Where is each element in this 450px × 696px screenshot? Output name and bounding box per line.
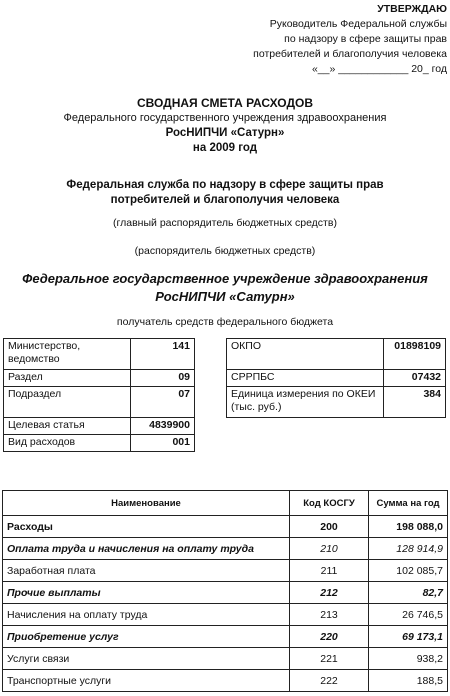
- approval-date-line: «__» ____________ 20_ год: [311, 63, 447, 75]
- row-sum: 198 088,0: [369, 516, 448, 538]
- agency-block: [0, 178, 450, 208]
- agency-note: (главный распорядитель бюджетных средств): [113, 217, 337, 229]
- table-row: [3, 516, 448, 538]
- institution-name: РосНИПЧИ «Сатурн»: [165, 127, 285, 139]
- row-code: 221: [290, 648, 369, 670]
- row-code: 222: [290, 670, 369, 692]
- row-code: 213: [290, 604, 369, 626]
- info-label: СРРПБС: [227, 370, 384, 387]
- row-sum: 128 914,9: [369, 538, 448, 560]
- info-label: Единица измерения по ОКЕИ (тыс. руб.): [227, 387, 384, 418]
- info-label: Министерство, ведомство: [4, 339, 131, 370]
- column-header-sum: Сумма на год: [369, 491, 448, 516]
- info-row: [227, 370, 446, 387]
- row-sum: 188,5: [369, 670, 448, 692]
- table-row: [3, 538, 448, 560]
- column-header-name: Наименование: [3, 491, 290, 516]
- approval-line: потребителей и благополучия человека: [253, 48, 447, 60]
- table-row: [3, 626, 448, 648]
- info-value: 4839900: [131, 418, 195, 435]
- info-label: Раздел: [4, 370, 131, 387]
- approval-block: [187, 2, 447, 77]
- agency-name-line1: Федеральная служба по надзору в сфере защиты прав: [66, 179, 384, 191]
- approval-heading: УТВЕРЖДАЮ: [377, 3, 447, 15]
- recipient-block: [0, 270, 450, 306]
- recipient-name-line2: РосНИПЧИ «Сатурн»: [155, 289, 295, 304]
- row-code: 200: [290, 516, 369, 538]
- left-codes-table: [3, 338, 195, 452]
- info-label: ОКПО: [227, 339, 384, 370]
- row-name: Начисления на оплату труда: [3, 604, 290, 626]
- distributor-note: (распорядитель бюджетных средств): [134, 245, 316, 257]
- agency-name-line2: потребителей и благополучия человека: [110, 194, 340, 206]
- row-sum: 26 746,5: [369, 604, 448, 626]
- info-value: 141: [131, 339, 195, 370]
- table-row: [3, 648, 448, 670]
- info-label: Вид расходов: [4, 435, 131, 452]
- table-row: [3, 604, 448, 626]
- info-value: 001: [131, 435, 195, 452]
- row-sum: 69 173,1: [369, 626, 448, 648]
- row-name: Прочие выплаты: [3, 582, 290, 604]
- document-title-block: [0, 96, 450, 156]
- right-codes-table: [226, 338, 446, 418]
- row-code: 211: [290, 560, 369, 582]
- table-row: [3, 670, 448, 692]
- document-year: на 2009 год: [192, 142, 258, 154]
- approval-line: по надзору в сфере защиты прав: [284, 33, 447, 45]
- row-name: Оплата труда и начисления на оплату труда: [3, 538, 290, 560]
- row-sum: 82,7: [369, 582, 448, 604]
- table-row: [3, 582, 448, 604]
- info-value: 07432: [384, 370, 446, 387]
- row-name: Расходы: [3, 516, 290, 538]
- info-value: 09: [131, 370, 195, 387]
- info-row: [4, 387, 195, 418]
- info-label: Целевая статья: [4, 418, 131, 435]
- info-label: Подраздел: [4, 387, 131, 418]
- document-subtitle: Федерального государственного учреждения здравоохранения: [63, 112, 387, 124]
- info-row: [4, 370, 195, 387]
- row-code: 220: [290, 626, 369, 648]
- info-value: 07: [131, 387, 195, 418]
- row-name: Заработная плата: [3, 560, 290, 582]
- recipient-note: получатель средств федерального бюджета: [116, 316, 334, 328]
- info-row: [4, 435, 195, 452]
- row-sum: 938,2: [369, 648, 448, 670]
- expense-table: [2, 490, 448, 692]
- row-name: Приобретение услуг: [3, 626, 290, 648]
- info-row: [227, 339, 446, 370]
- info-value: 384: [384, 387, 446, 418]
- approval-line: Руководитель Федеральной службы: [269, 18, 447, 30]
- info-value: 01898109: [384, 339, 446, 370]
- info-row: [4, 418, 195, 435]
- row-name: Транспортные услуги: [3, 670, 290, 692]
- row-code: 212: [290, 582, 369, 604]
- table-header-row: [3, 491, 448, 516]
- info-row: [227, 387, 446, 418]
- row-name: Услуги связи: [3, 648, 290, 670]
- row-code: 210: [290, 538, 369, 560]
- row-sum: 102 085,7: [369, 560, 448, 582]
- table-row: [3, 560, 448, 582]
- column-header-code: Код КОСГУ: [290, 491, 369, 516]
- recipient-name-line1: Федеральное государственное учреждение здравоохранения: [22, 271, 428, 286]
- document-title: СВОДНАЯ СМЕТА РАСХОДОВ: [136, 96, 314, 110]
- info-row: [4, 339, 195, 370]
